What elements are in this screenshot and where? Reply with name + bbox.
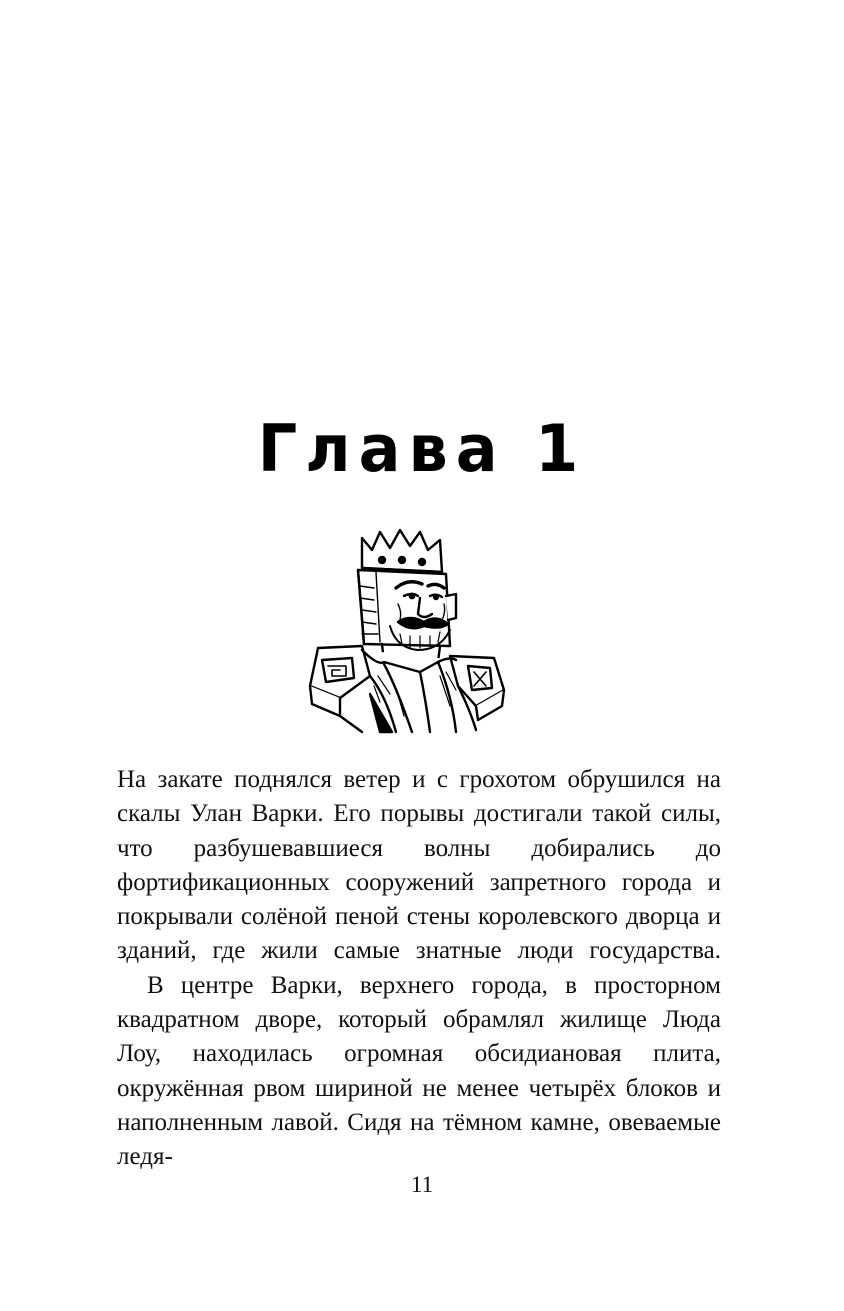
page-number: 11 <box>410 1172 434 1197</box>
chapter-title: Глава 1 <box>257 410 587 487</box>
chapter-body-text <box>117 763 721 1175</box>
paragraph-2: В центре Варки, верхнего города, в просторном квадратном дворе, который обрамлял жилище Люда Лоу, находилась огромная обсидиановая плита, окружённая рвом шириной не менее четырёх блоков и наполненным лавой. Сидя на тёмном камне, овеваемые ледя- <box>117 971 721 1171</box>
paragraph-1: На закате поднялся ветер и с грохотом обрушился на скалы Улан Варки. Его порывы достигали такой силы, что разбушевавшиеся волны добирались до фортификационных сооружений запретного города и покрывали солёной пеной стены королевского дворца и зданий, где жили самые знатные люди государства. <box>117 766 721 965</box>
blocky-king-portrait-icon <box>300 526 510 734</box>
